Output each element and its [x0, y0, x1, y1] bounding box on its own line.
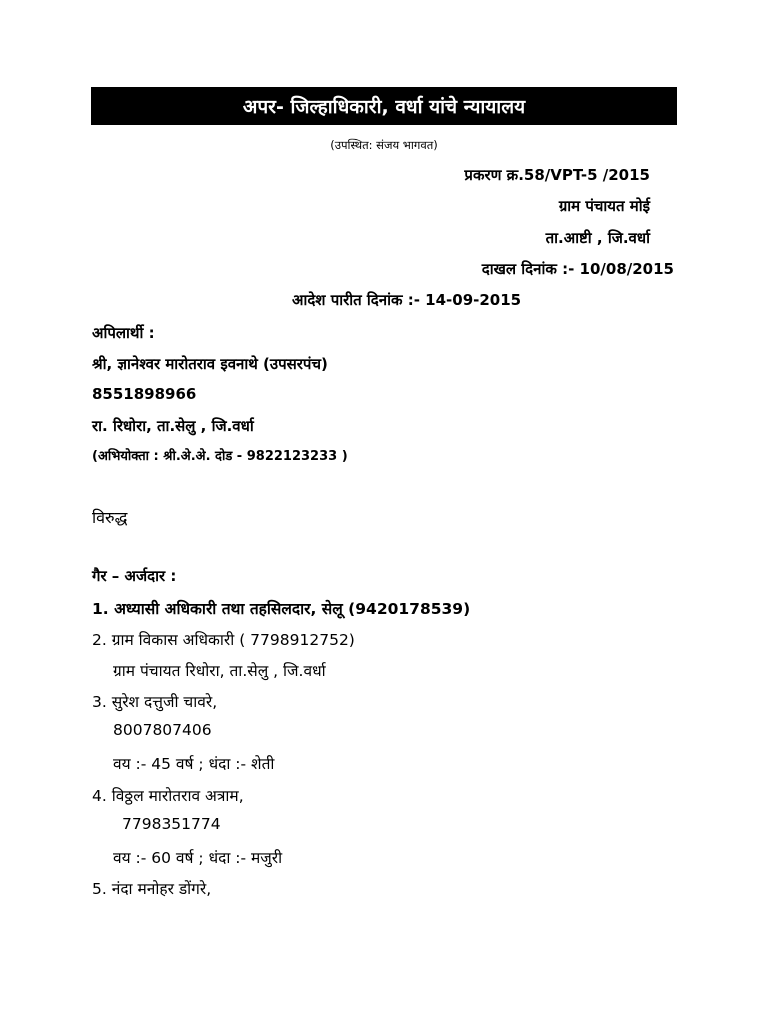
case-number: प्रकरण क्र.58/VPT-5 /2015 — [464, 166, 650, 184]
respondent-4-details: वय :- 60 वर्ष ; धंदा :- मजुरी — [113, 849, 283, 867]
respondent-4-phone: 7798351774 — [122, 815, 221, 833]
respondent-2: 2. ग्राम विकास अधिकारी ( 7798912752) — [92, 631, 355, 649]
respondent-2-address: ग्राम पंचायत रिधोरा, ता.सेलु , जि.वर्धा — [113, 662, 326, 680]
respondents-heading: गैर – अर्जदार : — [92, 567, 177, 585]
taluka-district: ता.आष्टी , जि.वर्धा — [545, 229, 650, 247]
court-title: अपर- जिल्हाधिकारी, वर्धा यांचे न्यायालय — [242, 96, 526, 118]
filing-date: दाखल दिनांक :- 10/08/2015 — [481, 260, 674, 278]
respondent-4: 4. विठ्ठल मारोतराव अत्राम, — [92, 787, 244, 805]
order-date: आदेश पारीत दिनांक :- 14-09-2015 — [292, 291, 522, 309]
respondent-3-details: वय :- 45 वर्ष ; धंदा :- शेती — [113, 755, 275, 773]
appellant-name: श्री, ज्ञानेश्वर मारोतराव इवनाथे (उपसरपंच) — [92, 355, 328, 373]
appellant-phone: 8551898966 — [92, 385, 197, 403]
court-title-bar — [91, 87, 677, 125]
respondent-3: 3. सुरेश दत्तुजी चावरे, — [92, 693, 218, 711]
gram-panchayat: ग्राम पंचायत मोई — [558, 197, 650, 215]
respondent-1: 1. अध्यासी अधिकारी तथा तहसिलदार, सेलू (9420178539) — [92, 600, 471, 618]
respondent-5: 5. नंदा मनोहर डोंगरे, — [92, 880, 212, 898]
appellant-address: रा. रिधोरा, ता.सेलु , जि.वर्धा — [92, 417, 254, 435]
respondent-3-phone: 8007807406 — [113, 721, 212, 739]
versus-label: विरुद्ध — [92, 508, 128, 527]
appellant-advocate: (अभियोक्ता : श्री.अे.अे. दोड - 9822123233 ) — [92, 449, 348, 464]
appellant-heading: अपिलार्थी : — [92, 324, 155, 342]
presence-line: (उपस्थित: संजय भागवत) — [330, 138, 438, 152]
